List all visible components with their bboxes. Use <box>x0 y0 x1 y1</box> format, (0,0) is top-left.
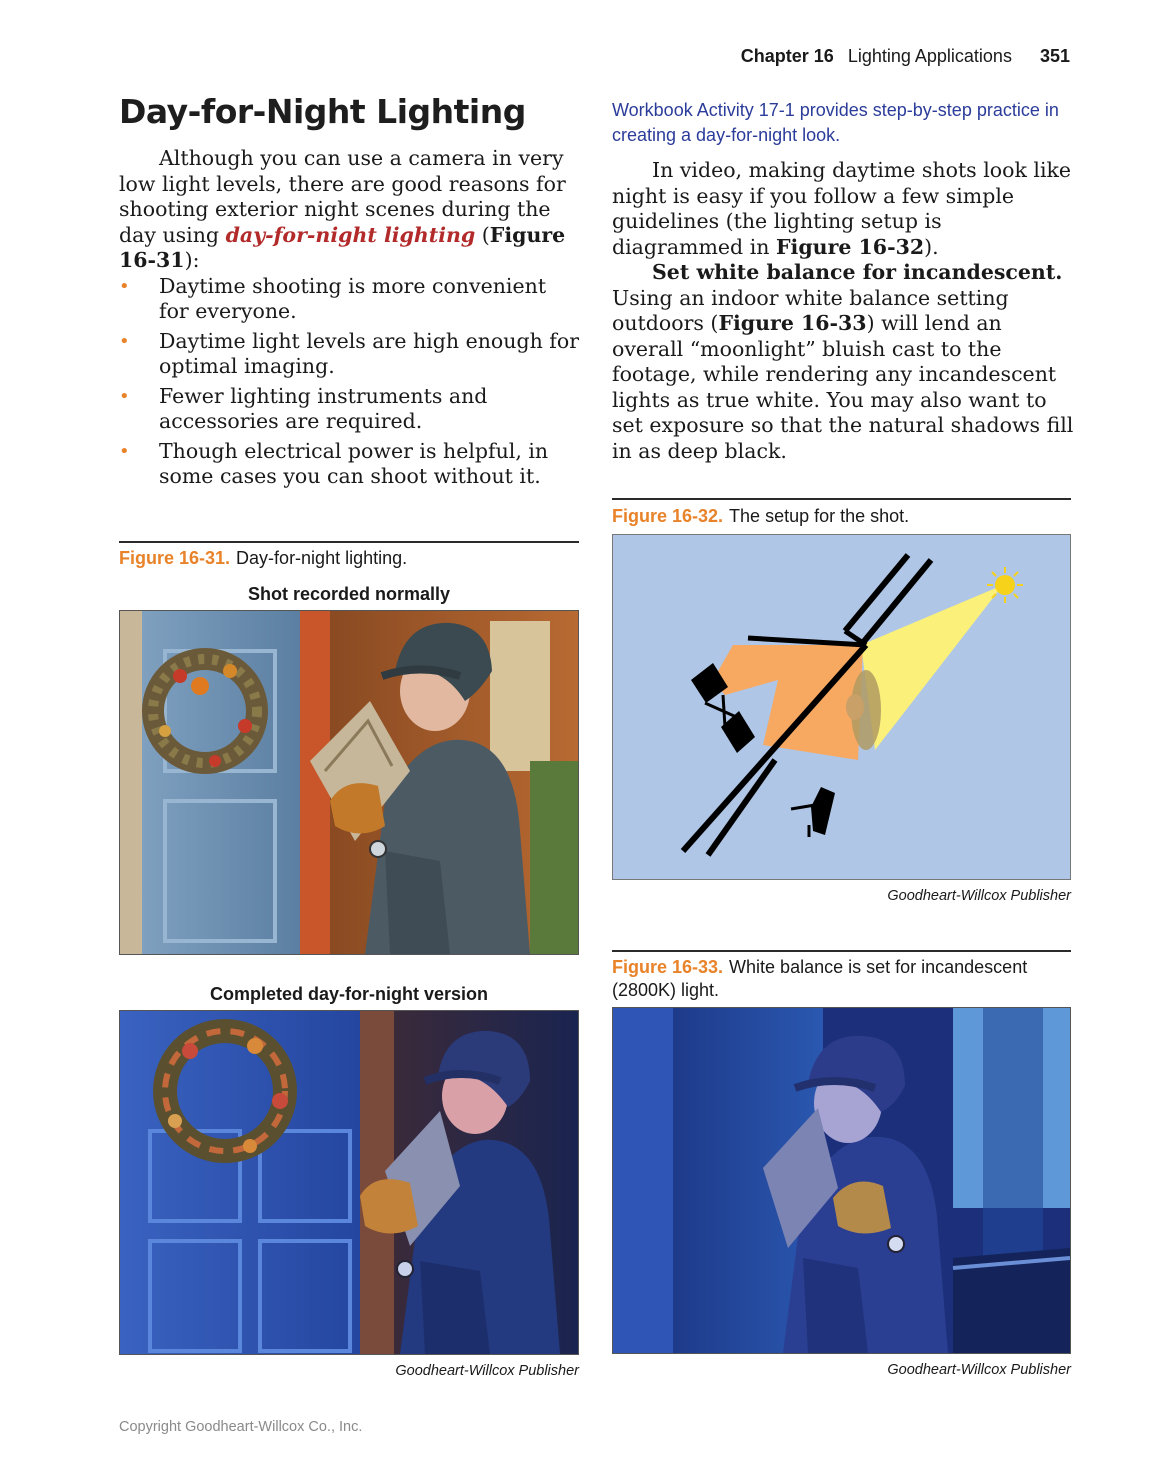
sun-icon <box>987 567 1023 603</box>
figure-label: Figure 16-31. <box>119 548 231 568</box>
photo-credit: Goodheart-Willcox Publisher <box>887 1362 1071 1378</box>
list-item <box>119 329 581 380</box>
photo-normal <box>119 610 579 955</box>
caption-text: White balance is set for incandescent (2800K) light. <box>612 957 1028 1000</box>
run-in-heading: Set white balance for incandescent. <box>652 260 1063 284</box>
chapter-label: Chapter 16 <box>740 46 834 66</box>
copyright-notice: Copyright Goodheart-Willcox Co., Inc. <box>119 1419 363 1435</box>
setup-text: In video, making daytime shots look like night is easy if you follow a few simple guidelines (the lighting setup is diagrammed in <box>612 158 1072 259</box>
intro-text: Although you can use a camera in very low light levels, there are good reasons for shooting exterior night scenes during the day using <box>119 146 566 247</box>
list-item-text: Though electrical power is helpful, in some cases you can shoot without it. <box>159 438 549 488</box>
wb-text: Using an indoor white balance setting outdoors ( <box>612 285 1009 335</box>
lighting-setup-diagram <box>613 535 1070 879</box>
caption-text: Day-for-night lighting. <box>236 548 408 568</box>
bullet-icon: • <box>119 275 130 297</box>
photo-normal-illustration <box>120 611 578 954</box>
figure-label: Figure 16-33. <box>612 957 724 977</box>
section-title: Day-for-Night Lighting <box>119 92 526 131</box>
setup-close: ). <box>924 234 939 259</box>
figure-rule <box>612 950 1071 952</box>
photo-night-illustration <box>120 1011 578 1354</box>
chapter-title: Lighting Applications <box>847 46 1012 66</box>
photo-subtitle: Completed day-for-night version <box>209 984 488 1004</box>
wb-text-cont: ) will lend an overall “moonlight” bluish cast to the footage, while rendering any incandescent lights as true white. You may also want to set exposure so that the natural shadows fill in as deep black. <box>612 311 1074 463</box>
list-item <box>119 384 581 435</box>
figure-rule <box>612 498 1071 500</box>
stand-line <box>723 695 725 727</box>
figure-caption <box>119 547 579 570</box>
intro-ref-close: ): <box>184 248 200 272</box>
white-balance-paragraph <box>612 260 1074 464</box>
list-item <box>119 274 581 325</box>
right-column-text <box>612 158 1074 464</box>
figure-ref: Figure 16-31 <box>119 222 566 272</box>
setup-paragraph <box>612 158 1074 260</box>
page-number: 351 <box>1039 46 1070 66</box>
photo-subtitle: Shot recorded normally <box>247 584 451 604</box>
key-term: day-for-night lighting <box>225 222 476 247</box>
workbook-note: Workbook Activity 17-1 provides step-by-step practice in creating a day-for-night look. <box>612 100 1059 145</box>
caption-text: The setup for the shot. <box>729 506 910 526</box>
figure-ref: Figure 16-33 <box>718 311 867 335</box>
bullet-icon: • <box>119 440 130 462</box>
bullet-icon: • <box>119 385 130 407</box>
left-column-text <box>119 146 581 494</box>
figure-caption <box>612 505 1071 528</box>
photo-wb-illustration <box>613 1008 1070 1353</box>
reasons-list <box>119 274 581 490</box>
photo-day-for-night <box>119 1010 579 1355</box>
subject-head <box>846 694 864 720</box>
lighting-diagram <box>612 534 1071 880</box>
photo-white-balance <box>612 1007 1071 1354</box>
bullet-icon: • <box>119 330 130 352</box>
intro-ref-open: ( <box>475 222 490 247</box>
figure-label: Figure 16-32. <box>612 506 724 526</box>
photo-credit: Goodheart-Willcox Publisher <box>887 888 1071 904</box>
intro-paragraph <box>119 146 581 274</box>
photo-credit: Goodheart-Willcox Publisher <box>395 1363 579 1379</box>
list-item-text: Fewer lighting instruments and accessories are required. <box>159 383 488 433</box>
figure-rule <box>119 541 579 543</box>
figure-ref: Figure 16-32 <box>775 234 925 259</box>
figure-caption <box>612 956 1071 1002</box>
list-item-text: Daytime light levels are high enough for optimal imaging. <box>159 328 580 378</box>
list-item-text: Daytime shooting is more convenient for everyone. <box>159 273 547 323</box>
list-item <box>119 439 581 490</box>
running-header <box>741 46 1070 67</box>
